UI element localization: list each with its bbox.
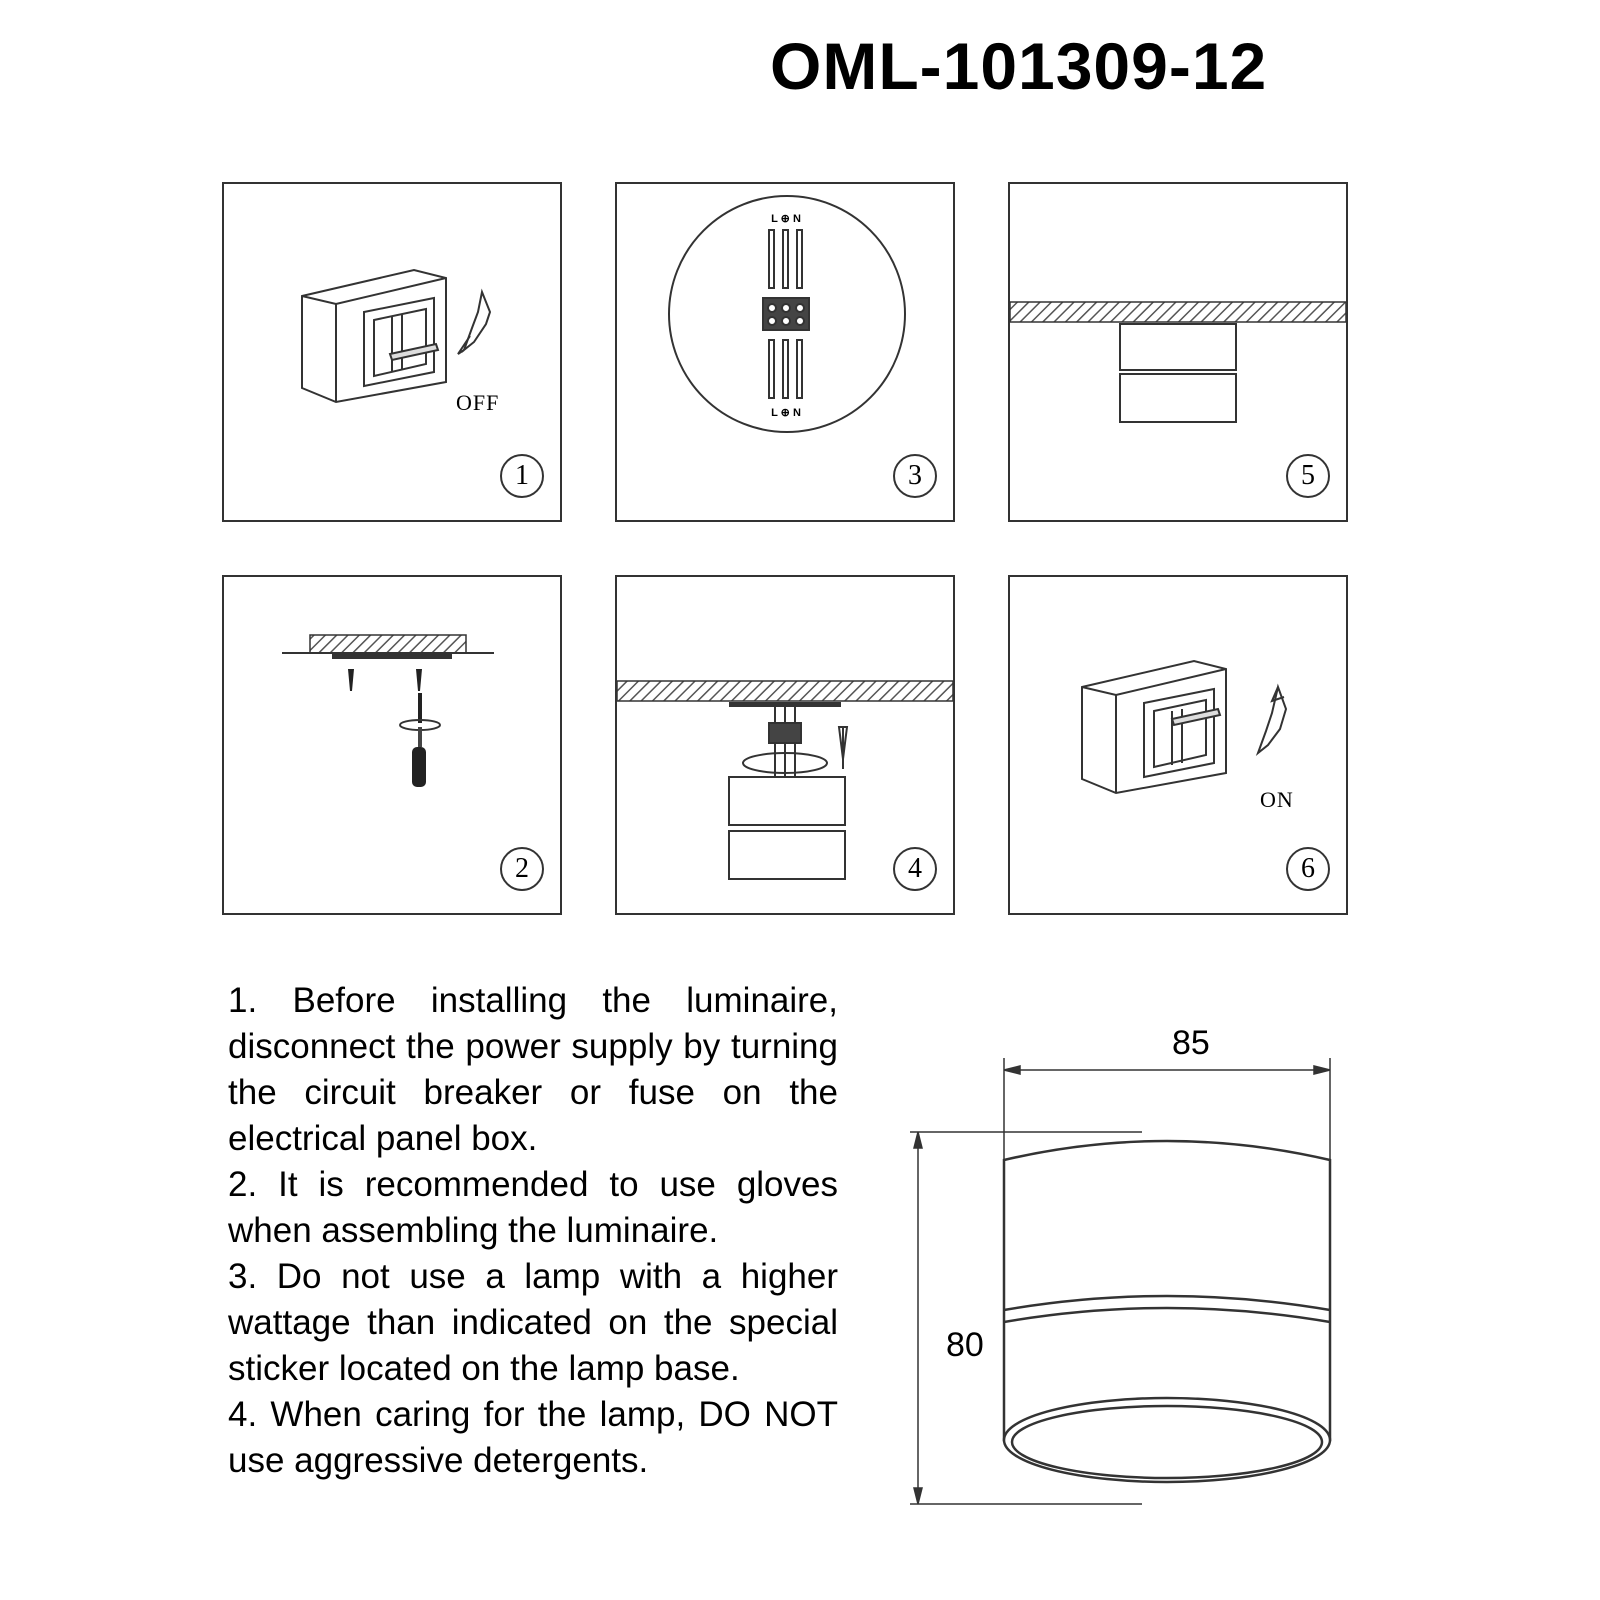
wire-labels-bottom: L ⊕ N	[771, 407, 801, 419]
width-dimension-label: 85	[1172, 1024, 1210, 1062]
step-number-6: 6	[1286, 847, 1330, 891]
instruction-4: 4. When caring for the lamp, DO NOT use aggressive detergents.	[228, 1395, 838, 1480]
step-1-panel	[222, 182, 562, 522]
on-label: ON	[1260, 787, 1294, 812]
instructions-text	[228, 978, 838, 1484]
step-5-panel	[1008, 182, 1348, 522]
instruction-1: 1. Before installing the luminaire, disconnect the power supply by turning the circuit breaker or fuse on the electrical panel box.	[228, 981, 838, 1158]
step-number-5: 5	[1286, 454, 1330, 498]
off-label: OFF	[456, 390, 500, 415]
height-dimension-label: 80	[946, 1326, 984, 1364]
step-number-1: 1	[500, 454, 544, 498]
dimension-drawing	[880, 1000, 1400, 1560]
step-4-panel	[615, 575, 955, 915]
page-title: OML-101309-12	[770, 29, 1268, 103]
wire-labels-top: L ⊕ N	[771, 213, 801, 225]
step-3-panel	[615, 182, 955, 522]
instruction-3: 3. Do not use a lamp with a higher wattage than indicated on the special sticker located on the lamp base.	[228, 1257, 838, 1388]
instruction-2: 2. It is recommended to use gloves when assembling the luminaire.	[228, 1165, 838, 1250]
step-number-2: 2	[500, 847, 544, 891]
step-number-3: 3	[893, 454, 937, 498]
step-number-4: 4	[893, 847, 937, 891]
step-2-panel	[222, 575, 562, 915]
step-6-panel	[1008, 575, 1348, 915]
